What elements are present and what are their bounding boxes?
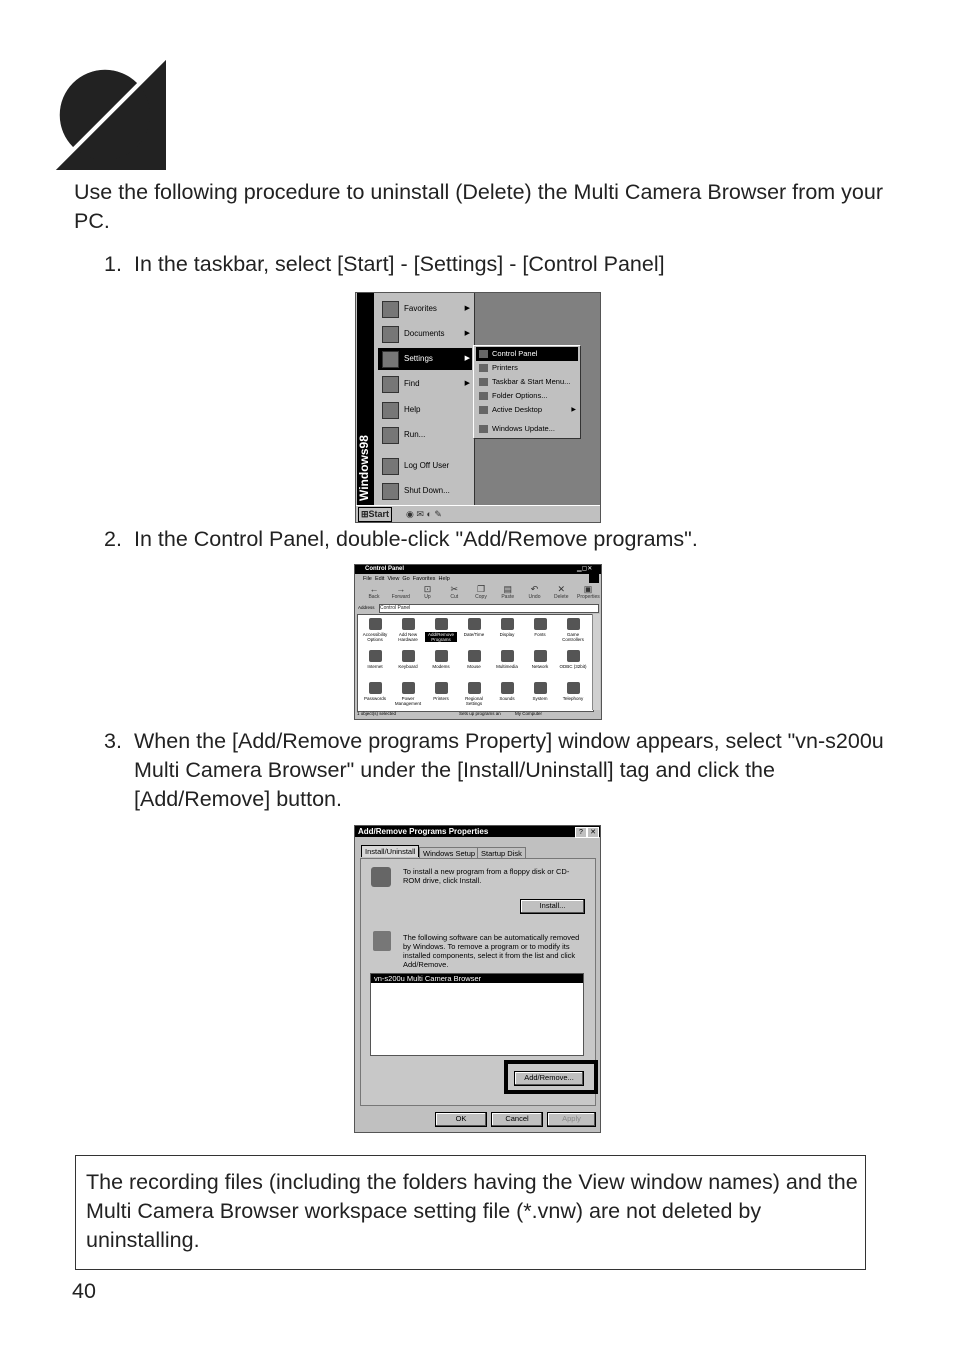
- start-menu-screenshot: [355, 292, 601, 523]
- copy-icon: ❐: [476, 584, 486, 594]
- close-icon[interactable]: ✕: [587, 827, 599, 838]
- printers-icon: [479, 364, 488, 372]
- control-panel-applet-icon: [468, 618, 481, 630]
- submenu-item-windows-update[interactable]: Windows Update...: [476, 422, 578, 436]
- step-1: [104, 250, 894, 279]
- tab-startup-disk[interactable]: Startup Disk: [477, 847, 526, 859]
- cp-icon-item[interactable]: [557, 650, 589, 669]
- shut-down-icon: [382, 483, 399, 500]
- control-panel-applet-icon: [567, 650, 580, 662]
- cp-icon-label: Add New Hardware: [398, 632, 418, 642]
- control-panel-applet-icon: [435, 682, 448, 694]
- address-value: Control Panel: [380, 605, 411, 611]
- menu-go[interactable]: Go: [402, 576, 410, 582]
- scissors-icon: ✂: [450, 584, 459, 594]
- control-panel-applet-icon: [567, 682, 580, 694]
- control-panel-applet-icon: [501, 682, 514, 694]
- control-panel-icon: [479, 350, 488, 358]
- cp-toolbar: [363, 585, 599, 603]
- cp-icon-label: Passwords: [363, 696, 386, 701]
- find-icon: [382, 376, 399, 393]
- control-panel-applet-icon: [435, 618, 448, 630]
- cp-icon-item[interactable]: [359, 650, 391, 669]
- control-panel-applet-icon: [534, 650, 547, 662]
- cp-icon-label: Keyboard: [398, 664, 418, 669]
- control-panel-applet-icon: [435, 650, 448, 662]
- start-button[interactable]: ⊞Start: [358, 507, 392, 522]
- cp-icon-item[interactable]: [425, 618, 457, 642]
- submenu-item-printers[interactable]: Printers: [476, 361, 578, 375]
- toolbar-delete[interactable]: ✕ Delete: [550, 585, 572, 603]
- back-arrow-icon: ←: [369, 584, 379, 594]
- cp-icon-item[interactable]: [557, 618, 589, 642]
- menu-favorites[interactable]: Favorites: [412, 576, 436, 582]
- control-panel-applet-icon: [402, 650, 415, 662]
- settings-submenu: [473, 345, 581, 439]
- active-desktop-icon: [479, 406, 488, 414]
- cp-icon-item[interactable]: [425, 650, 457, 669]
- cp-menu-bar: [363, 575, 450, 583]
- address-label: Address: [358, 605, 375, 610]
- run-icon: [382, 427, 399, 444]
- menu-edit[interactable]: Edit: [374, 576, 385, 582]
- install-uninstall-panel: [360, 858, 596, 1106]
- step-number: 1.: [104, 252, 122, 276]
- paste-icon: ▤: [503, 584, 512, 594]
- add-remove-button[interactable]: Add/Remove...: [514, 1071, 584, 1086]
- submenu-item-taskbar[interactable]: Taskbar & Start Menu...: [476, 375, 578, 389]
- cp-icon-item[interactable]: [557, 682, 589, 701]
- step-text: When the [Add/Remove programs Property] window appears, select "vn-s200u Multi Camera Browser" under the [Install/Uninstall] tag and click the [Add/Remove] button.: [134, 729, 884, 811]
- toolbar-paste[interactable]: ▤ Paste: [497, 585, 519, 603]
- cp-icon-label: Mouse: [467, 664, 481, 669]
- start-menu: [356, 293, 475, 505]
- cp-icon-label: Modems: [432, 664, 450, 669]
- submenu-item-active-desktop[interactable]: Active Desktop ▶: [476, 403, 578, 417]
- settings-icon: [382, 351, 399, 368]
- cp-icon-item[interactable]: [524, 618, 556, 637]
- help-icon: [382, 402, 399, 419]
- toolbar-up[interactable]: ⊡ Up: [417, 585, 439, 603]
- step-3: [104, 727, 894, 814]
- install-button[interactable]: Install...: [520, 899, 585, 914]
- note-box: [75, 1155, 866, 1270]
- cp-icon-item[interactable]: [458, 650, 490, 669]
- step-text: In the taskbar, select [Start] - [Settings] - [Control Panel]: [134, 252, 665, 276]
- ok-button[interactable]: OK: [435, 1112, 487, 1127]
- cp-icon-label: Add/Remove Programs: [425, 632, 457, 642]
- page-number: 40: [72, 1279, 96, 1303]
- section-logo-icon: [53, 57, 166, 170]
- cp-icon-label: ODBC (32bit): [559, 664, 587, 669]
- menu-item-settings[interactable]: Settings ▶: [378, 348, 472, 370]
- step-text: In the Control Panel, double-click "Add/Remove programs".: [134, 527, 698, 551]
- menu-file[interactable]: File: [363, 576, 372, 582]
- control-panel-applet-icon: [534, 618, 547, 630]
- menu-item-log-off[interactable]: Log Off User: [378, 455, 472, 477]
- cp-icon-label: Game Controllers: [562, 632, 584, 642]
- step-number: 3.: [104, 729, 122, 753]
- taskbar: [356, 505, 600, 523]
- cp-title-bar: Control Panel: [355, 565, 601, 574]
- cp-icon-label: Printers: [433, 696, 449, 701]
- toolbar-copy[interactable]: ❐ Copy: [470, 585, 492, 603]
- up-folder-icon: ⊡: [423, 584, 432, 594]
- install-disk-icon: [371, 867, 391, 887]
- cp-icon-label: Telephony: [562, 696, 584, 701]
- control-panel-applet-icon: [567, 618, 580, 630]
- cp-icon-item[interactable]: [392, 618, 424, 642]
- tab-install-uninstall[interactable]: Install/Uninstall: [361, 845, 419, 857]
- menu-item-help[interactable]: Help: [378, 399, 472, 421]
- cp-icon-label: Fonts: [534, 632, 546, 637]
- remove-programs-icon: [373, 931, 391, 951]
- add-remove-screenshot: [354, 825, 601, 1133]
- step-2: [104, 525, 894, 554]
- cp-icon-item[interactable]: [491, 650, 523, 669]
- cp-icon-item[interactable]: [458, 618, 490, 637]
- cp-icon-label: System: [532, 696, 548, 701]
- install-text: To install a new program from a floppy disk or CD-ROM drive, click Install.: [403, 867, 570, 885]
- cp-icon-item[interactable]: [359, 618, 391, 642]
- delete-x-icon: ✕: [557, 584, 566, 594]
- control-panel-applet-icon: [501, 650, 514, 662]
- note-text: The recording files (including the folders having the View window names) and the Multi Camera Browser workspace setting file (*.vnw) are not deleted by uninstalling.: [86, 1170, 858, 1252]
- control-panel-applet-icon: [369, 682, 382, 694]
- apply-button[interactable]: Apply: [547, 1112, 596, 1127]
- menu-item-run[interactable]: Run...: [378, 424, 472, 446]
- toolbar-properties[interactable]: ▣ Properties: [577, 584, 600, 600]
- menu-view[interactable]: View: [387, 576, 400, 582]
- cp-icon-item[interactable]: [425, 682, 457, 701]
- menu-item-find[interactable]: Find ▶: [378, 373, 472, 395]
- cp-icon-item[interactable]: [491, 682, 523, 701]
- taskbar-icon: [479, 378, 488, 386]
- forward-arrow-icon: →: [396, 584, 406, 594]
- cp-icon-label: Regional Settings: [465, 696, 483, 706]
- cp-icon-label: Date/Time: [463, 632, 485, 637]
- remove-text: The following software can be automatically removed by Windows. To remove a program or to modify its installed components, select it from the list and click Add/Remove.: [403, 933, 580, 969]
- toolbar-cut[interactable]: ✂ Cut: [443, 585, 465, 603]
- cp-icon-item[interactable]: [392, 682, 424, 706]
- control-panel-applet-icon: [501, 618, 514, 630]
- ar-title-bar: Add/Remove Programs Properties: [355, 826, 600, 837]
- cp-scrollbar[interactable]: [592, 614, 600, 710]
- submenu-item-control-panel[interactable]: Control Panel: [476, 347, 578, 361]
- cp-icon-label: Power Management: [394, 696, 422, 706]
- cp-icon-item[interactable]: [524, 682, 556, 701]
- cp-icon-item[interactable]: [359, 682, 391, 701]
- toolbar-forward[interactable]: → Forward: [391, 584, 410, 600]
- folder-options-icon: [479, 392, 488, 400]
- window-controls-icon[interactable]: ▁▢✕: [577, 566, 593, 572]
- menu-item-shut-down[interactable]: Shut Down...: [378, 480, 472, 502]
- cp-icon-label: Sounds: [499, 696, 515, 701]
- intro-paragraph: Use the following procedure to uninstall (Delete) the Multi Camera Browser from your PC.: [74, 180, 883, 233]
- cp-icon-label: Display: [499, 632, 515, 637]
- properties-icon: ▣: [583, 584, 593, 594]
- cp-icon-item[interactable]: [392, 650, 424, 669]
- control-panel-applet-icon: [369, 618, 382, 630]
- cp-icon-label: Internet: [367, 664, 383, 669]
- control-panel-screenshot: [354, 564, 602, 720]
- tab-windows-setup[interactable]: Windows Setup: [419, 847, 479, 859]
- documents-icon: [382, 326, 399, 343]
- list-item-vn-s200u[interactable]: vn-s200u Multi Camera Browser: [371, 974, 583, 983]
- help-icon[interactable]: ?: [575, 827, 587, 838]
- status-mid: Sets up programs an: [459, 711, 501, 716]
- address-field[interactable]: [379, 604, 599, 613]
- cp-icon-item[interactable]: [491, 618, 523, 637]
- cancel-button[interactable]: Cancel: [491, 1112, 543, 1127]
- control-panel-applet-icon: [402, 682, 415, 694]
- control-panel-applet-icon: [468, 682, 481, 694]
- ie-logo-icon: [589, 574, 599, 583]
- control-panel-applet-icon: [534, 682, 547, 694]
- cp-icon-label: Multimedia: [496, 664, 518, 669]
- toolbar-back[interactable]: ← Back: [363, 585, 385, 603]
- undo-icon: ↶: [530, 584, 539, 594]
- cp-icon-label: Accessibility Options: [362, 632, 388, 642]
- quick-launch-icons[interactable]: ◉ ✉ ◐ ✎: [406, 509, 442, 519]
- cp-icon-item[interactable]: [458, 682, 490, 706]
- windows-flag-icon: ⊞: [361, 509, 369, 519]
- menu-item-documents[interactable]: Documents ▶: [378, 323, 472, 345]
- control-panel-applet-icon: [468, 650, 481, 662]
- cp-icon-label: Network: [531, 664, 549, 669]
- toolbar-undo[interactable]: ↶ Undo: [524, 585, 546, 603]
- status-left: 1 object(s) selected: [357, 711, 397, 716]
- control-panel-applet-icon: [369, 650, 382, 662]
- menu-item-favorites[interactable]: Favorites ▶: [378, 298, 472, 320]
- control-panel-applet-icon: [402, 618, 415, 630]
- windows-update-icon: [479, 425, 488, 433]
- menu-help[interactable]: Help: [438, 576, 450, 582]
- step-number: 2.: [104, 527, 122, 551]
- program-list[interactable]: [370, 973, 584, 1056]
- windows98-banner: Windows98: [357, 293, 374, 505]
- submenu-item-folder-options[interactable]: Folder Options...: [476, 389, 578, 403]
- cp-icon-item[interactable]: [524, 650, 556, 669]
- status-right: My Computer: [515, 711, 543, 716]
- log-off-icon: [382, 458, 399, 475]
- cp-icon-area: [357, 614, 594, 712]
- favorites-icon: [382, 301, 399, 318]
